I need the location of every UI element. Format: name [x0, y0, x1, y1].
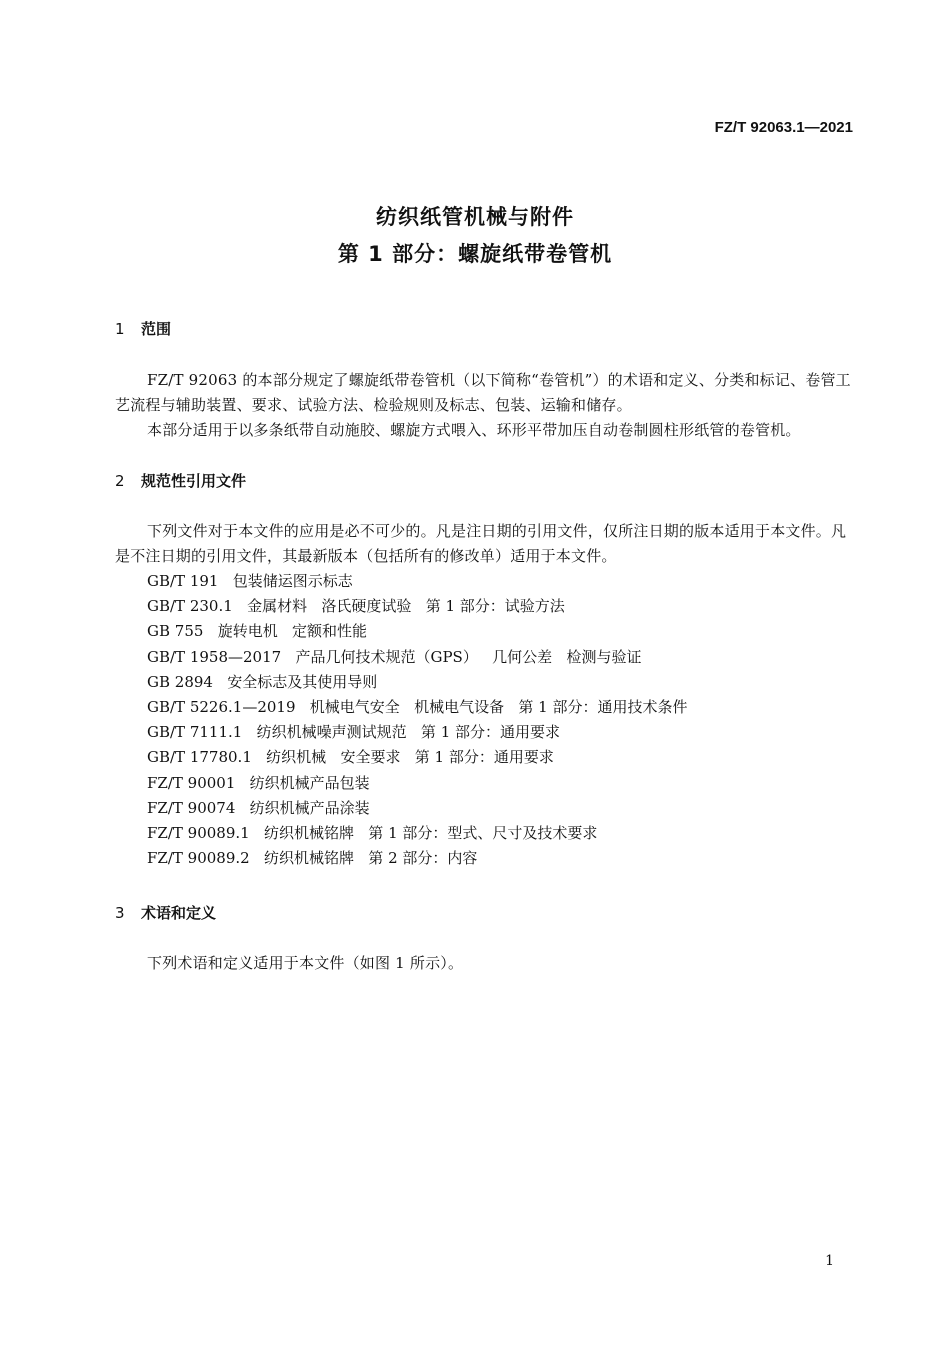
reference-item: GB/T 230.1 金属材料 洛氏硬度试验 第 1 部分：试验方法 — [147, 597, 565, 616]
paragraph: 下列术语和定义适用于本文件（如图 1 所示）。 — [147, 954, 464, 972]
reference-item: GB/T 191 包装储运图示标志 — [147, 572, 353, 590]
reference-item: GB/T 1958—2017 产品几何技术规范（GPS） 几何公差 检测与验证 — [147, 647, 642, 666]
reference-item: GB 755 旋转电机 定额和性能 — [147, 622, 368, 641]
reference-item: FZ/T 90089.2 纺织机械铭牌 第 2 部分：内容 — [147, 849, 478, 868]
reference-item: GB/T 17780.1 纺织机械 安全要求 第 1 部分：通用要求 — [147, 748, 554, 767]
reference-item: GB/T 7111.1 纺织机械噪声测试规范 第 1 部分：通用要求 — [147, 723, 561, 742]
section-number: 3 — [115, 904, 125, 922]
paragraph: 本部分适用于以多条纸带自动施胶、螺旋方式喂入、环形平带加压自动卷制圆柱形纸管的卷管机。 — [147, 421, 801, 439]
reference-item: FZ/T 90074 纺织机械产品涂装 — [147, 798, 370, 817]
section-number: 1 — [115, 320, 125, 338]
standard-code: FZ/T 92063.1—2021 — [714, 119, 853, 136]
section-title: 范围 — [141, 320, 172, 338]
reference-item: GB 2894 安全标志及其使用导则 — [147, 672, 378, 691]
section-title: 规范性引用文件 — [141, 472, 247, 490]
paragraph: FZ/T 92063 的本部分规定了螺旋纸带卷管机（以下简称“卷管机”）的术语和定义、分类和标记、卷管工艺流程与辅助装置、要求、试验方法、检验规则及标志、包装、运输和储存。 — [115, 371, 851, 414]
section-heading-scope — [115, 318, 171, 339]
document-title: 纺织纸管机械与附件 — [376, 205, 574, 229]
reference-list — [147, 569, 688, 871]
section-title: 术语和定义 — [141, 904, 217, 922]
reference-item: GB/T 5226.1—2019 机械电气安全 机械电气设备 第 1 部分：通用技术条件 — [147, 698, 688, 717]
page-number: 1 — [825, 1253, 834, 1269]
document-subtitle: 第 1 部分：螺旋纸带卷管机 — [337, 242, 613, 266]
section-number: 2 — [115, 472, 125, 490]
section-heading-terms-definitions — [115, 902, 216, 923]
section-heading-normative-references — [115, 470, 246, 491]
reference-item: FZ/T 90001 纺织机械产品包装 — [147, 773, 370, 792]
paragraph: 下列文件对于本文件的应用是必不可少的。凡是注日期的引用文件，仅所注日期的版本适用于本文件。凡是不注日期的引用文件，其最新版本（包括所有的修改单）适用于本文件。 — [115, 522, 847, 565]
reference-item: FZ/T 90089.1 纺织机械铭牌 第 1 部分：型式、尺寸及技术要求 — [147, 824, 598, 843]
